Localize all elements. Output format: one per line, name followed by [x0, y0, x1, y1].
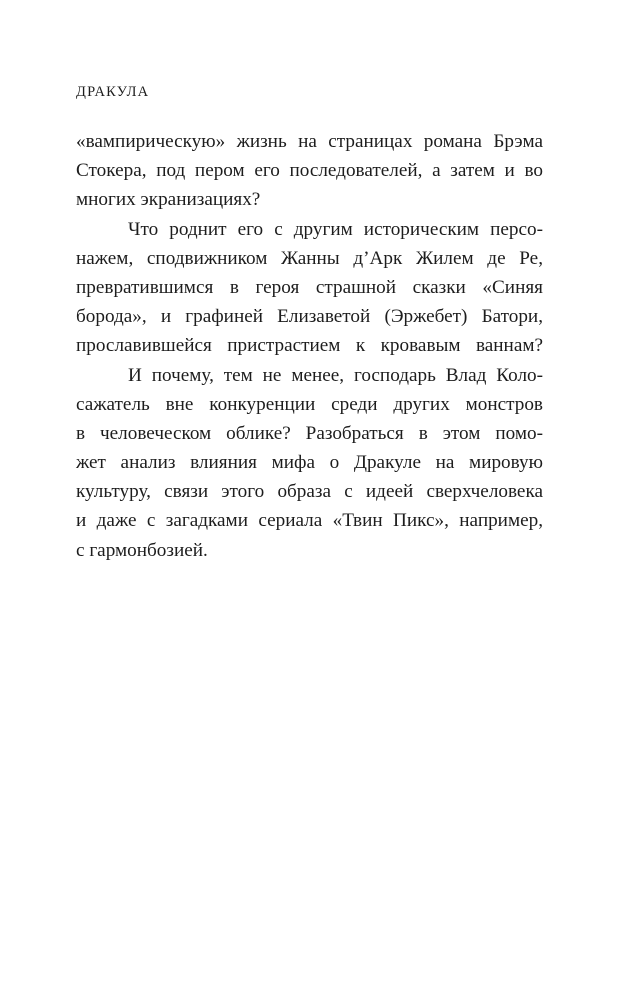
- text-line: Что роднит его с другим историческим персо-: [128, 218, 543, 240]
- body-text: [76, 127, 543, 565]
- text-line: прославившейся пристрастием к кровавым ваннам?: [76, 335, 543, 357]
- text-line: с гармонбозией.: [76, 539, 208, 561]
- text-line: превратившимся в героя страшной сказки «Синяя: [76, 276, 543, 298]
- paragraph: [76, 127, 543, 215]
- text-line: многих экранизациях?: [76, 189, 261, 211]
- text-line: «вампирическую» жизнь на страницах романа Брэма: [76, 131, 543, 152]
- text-line: И почему, тем не менее, господарь Влад Коло-: [128, 364, 543, 386]
- text-line: в человеческом облике? Разобраться в этом помо-: [76, 422, 543, 444]
- text-line: Стокера, под пером его последователей, а затем и во: [76, 160, 543, 182]
- text-line: культуру, связи этого образа с идеей сверхчеловека: [76, 481, 543, 503]
- running-header: ДРАКУЛА: [76, 84, 150, 100]
- text-line: борода», и графиней Елизаветой (Эржебет) Батори,: [76, 306, 543, 328]
- paragraph: [76, 215, 543, 361]
- text-line: и даже с загадками сериала «Твин Пикс», например,: [76, 510, 543, 532]
- text-line: нажем, сподвижником Жанны д’Арк Жилем де Ре,: [76, 247, 543, 269]
- paragraph: [76, 361, 543, 565]
- text-line: жет анализ влияния мифа о Дракуле на мировую: [76, 452, 543, 474]
- text-line: сажатель вне конкуренции среди других монстров: [76, 393, 543, 415]
